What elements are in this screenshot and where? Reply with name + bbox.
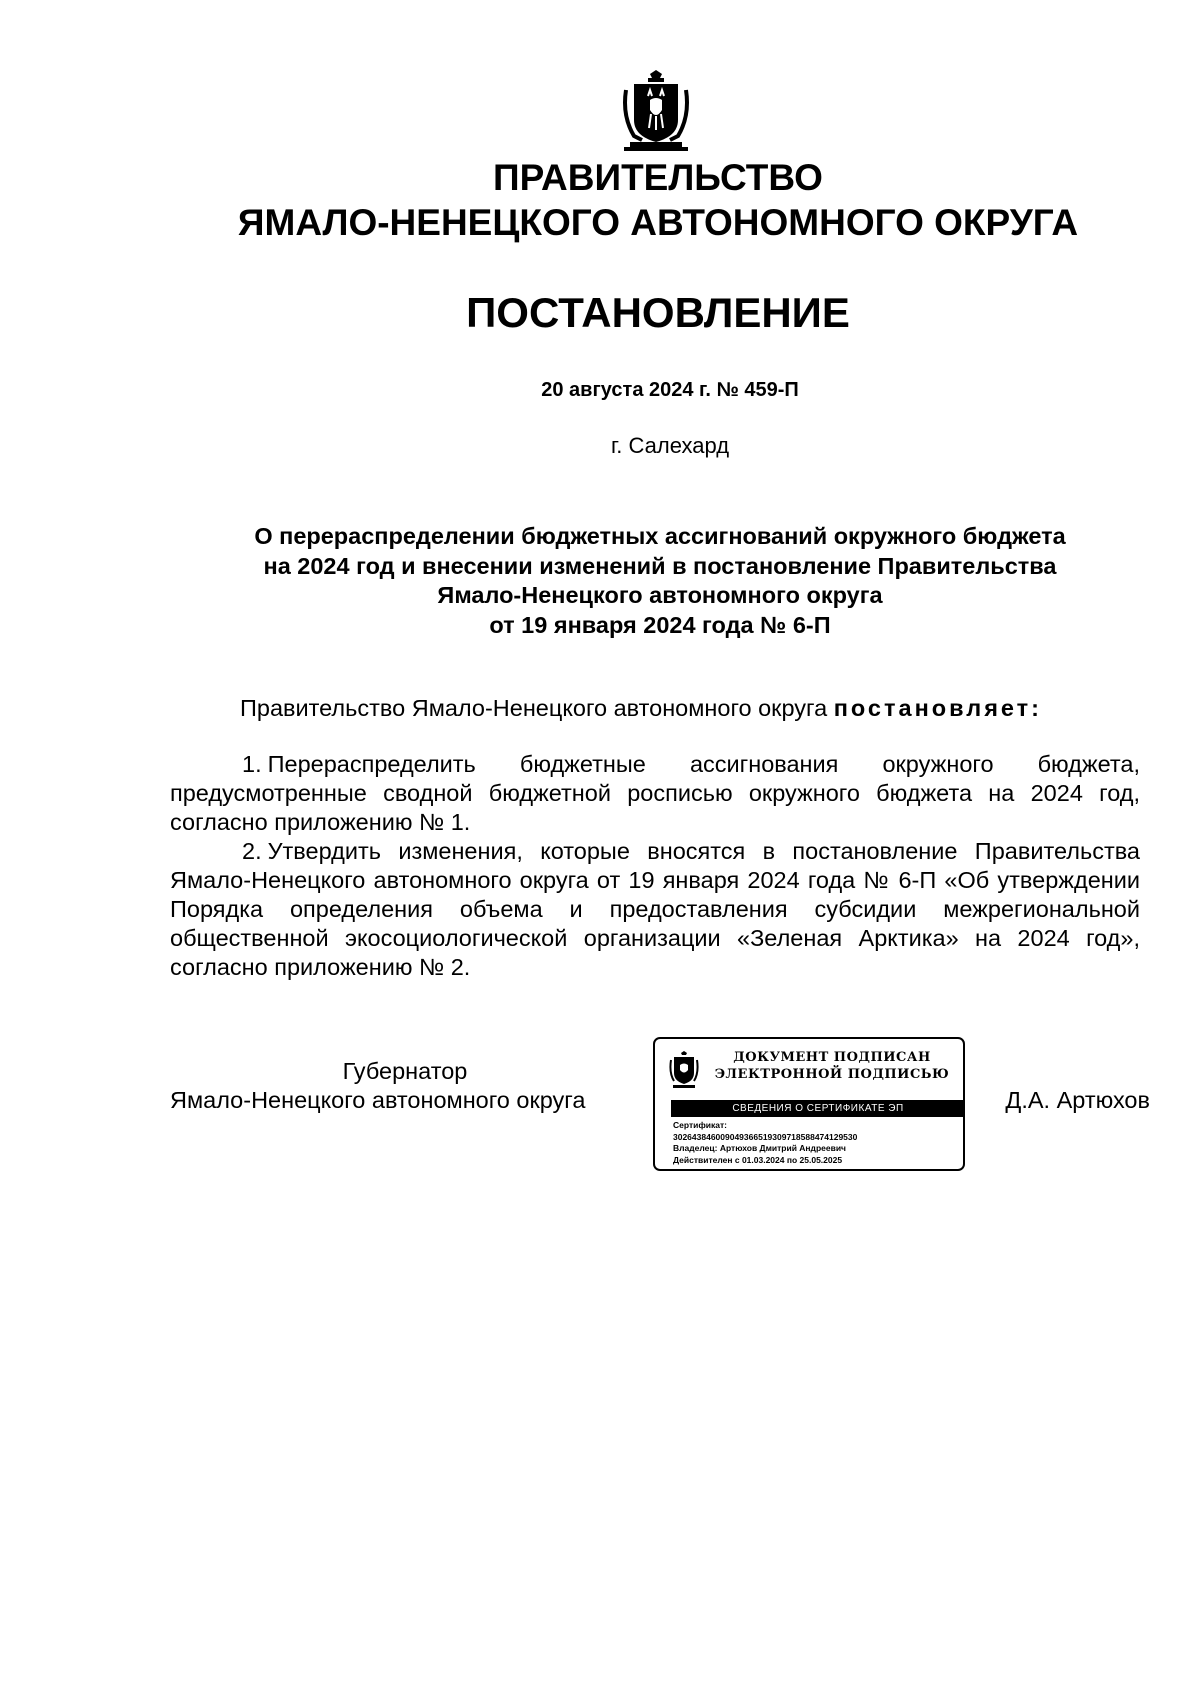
certificate-validity: Действителен с 01.03.2024 по 25.05.2025 <box>673 1154 843 1165</box>
resolution-item <box>170 837 1140 982</box>
subject-line: от 19 января 2024 года № 6-П <box>489 611 831 638</box>
government-title-line-2: ЯМАЛО-НЕНЕЦКОГО АВТОНОМНОГО ОКРУГА <box>237 202 1079 243</box>
date-and-number: 20 августа 2024 г. № 459-П <box>541 379 799 401</box>
item-text: Утвердить изменения, которые вносятся в постановление Правительства Ямало-Ненецкого автономного округа от 19 января 2024 года № 6-П «Об утверждении Порядка определения объема и предоставления субсидии межрегиональной общественной экосоциологической организации «Зеленая Арктика» на 2024 год», согласно приложению № 2. <box>170 838 1140 980</box>
signatory-role: Губернатор <box>342 1058 468 1084</box>
electronic-signature-stamp <box>653 1037 965 1171</box>
item-text: Перераспределить бюджетные ассигнования окружного бюджета, предусмотренные сводной бюджетной росписью окружного бюджета на 2024 год, согласно приложению № 1. <box>170 751 1140 835</box>
stamp-emblem-icon <box>669 1051 699 1091</box>
subject-line: на 2024 год и внесении изменений в постановление Правительства <box>263 552 1057 579</box>
government-title-line-1: ПРАВИТЕЛЬСТВО <box>493 157 823 198</box>
preamble-text: Правительство Ямало-Ненецкого автономного округа <box>240 695 828 721</box>
stamp-title <box>707 1049 957 1083</box>
subject-line: О перераспределении бюджетных ассигнований окружного бюджета <box>254 523 1066 549</box>
certificate-label: Сертификат: <box>673 1120 727 1130</box>
signatory-name: Д.А. Артюхов <box>1005 1087 1150 1113</box>
preamble <box>240 694 1160 723</box>
resolution-item <box>170 750 1140 837</box>
resolution-items <box>170 750 1140 982</box>
preamble-verb: постановляет: <box>833 695 1042 721</box>
document-subject <box>170 522 1150 640</box>
stamp-title-line-1: ДОКУМЕНТ ПОДПИСАН <box>733 1050 931 1065</box>
document-type: ПОСТАНОВЛЕНИЕ <box>466 289 850 336</box>
certificate-info-bar: СВЕДЕНИЯ О СЕРТИФИКАТЕ ЭП <box>671 1100 965 1117</box>
subject-line: Ямало-Ненецкого автономного округа <box>437 582 883 608</box>
item-number: 1. <box>242 751 262 777</box>
certificate-details <box>673 1120 963 1166</box>
stamp-title-line-2: ЭЛЕКТРОННОЙ ПОДПИСЬЮ <box>714 1067 950 1082</box>
certificate-owner: Владелец: Артюхов Дмитрий Андреевич <box>673 1143 846 1153</box>
item-number: 2. <box>242 838 262 864</box>
coat-of-arms-emblem <box>620 70 692 152</box>
signatory-position <box>170 1057 640 1115</box>
city: г. Салехард <box>610 433 730 458</box>
certificate-serial: 302643846009049366519309718588474129530 <box>673 1131 858 1142</box>
signatory-region: Ямало-Ненецкого автономного округа <box>170 1087 586 1113</box>
